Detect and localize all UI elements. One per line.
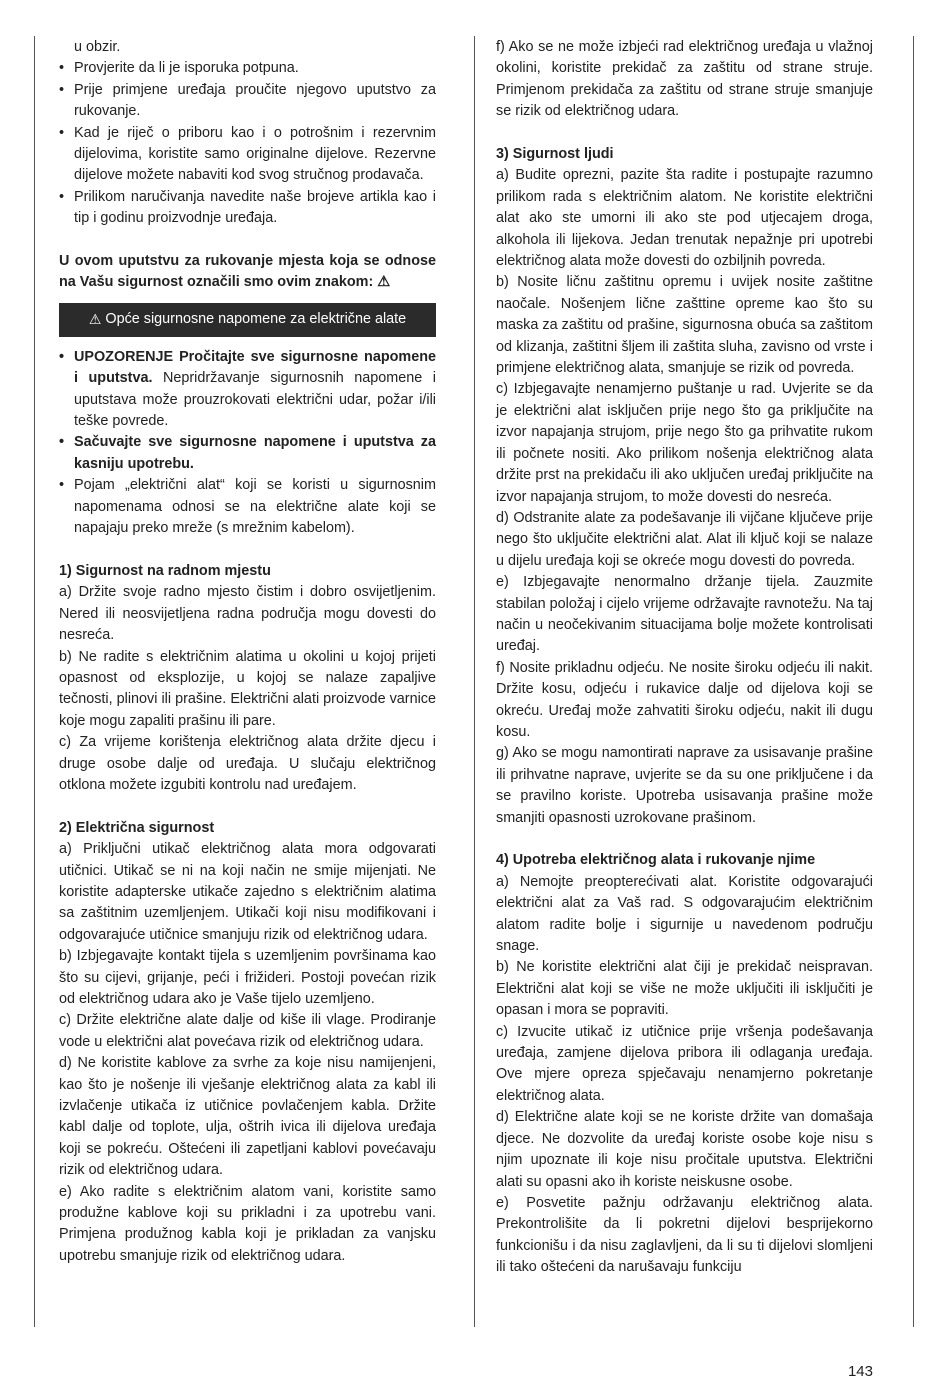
paragraph: a) Budite oprezni, pazite šta radite i postupajte razumno prilikom rada s električnim alatom. Ne koristite električni alat ako ste umorni ili ako ste pod utjecajem droga, alkohola ili lijekova. Jedan trenutak nepažnje pri upotrebi električnog alata može dovesti do ozbiljnih povreda.	[496, 167, 873, 270]
warning-bar-label: Opće sigurnosne napomene za električne alate	[105, 311, 407, 328]
section-heading: 4) Upotreba električnog alata i rukovanje njime	[496, 852, 816, 869]
page-number: 143	[847, 1363, 873, 1380]
paragraph: e) Izbjegavajte nenormalno držanje tijela. Zauzmite stabilan položaj i cijelo vrijeme održavajte ravnotežu. Na taj način u neočekivanim situacijama bolje možete kontrolisati uređaj.	[496, 574, 873, 655]
warning-item-bold: UPOZORENJE Pročitajte sve sigurnosne napomene i uputstva.	[74, 348, 436, 387]
center-column-rule	[474, 36, 475, 1327]
paragraph: c) Za vrijeme korištenja električnog alata držite djecu i druge osobe dalje od uređaja. U slučaju električnog otklona možete izgubiti kontrolu nad uređajem.	[59, 734, 436, 793]
warning-item	[59, 347, 436, 433]
paragraph: e) Posvetite pažnju održavanju električnog alata. Prekontrolišite da li pokretni dijelovi besprijekorno funkcionišu i da nisu zaglavljeni, da li su ti dijelovi slomljeni ili tako oštećeni da narušavaju funkciju	[496, 1194, 873, 1276]
paragraph: c) Držite električne alate dalje od kiše ili vlage. Prodiranje vode u električni alat povećava rizik od električnog udara.	[59, 1012, 436, 1050]
paragraph: d) Električne alate koji se ne koriste držite van domašaja djece. Ne dozvolite da uređaj koriste osobe koje nisu s njim upoznate ili koje nisu pročitale uputstva. Električni alati su opasni ako ih koriste neiskusne osobe.	[496, 1109, 873, 1190]
paragraph: c) Izvucite utikač iz utičnice prije vršenja podešavanja uređaja, zamjene dijelova pribora ili odlaganja uređaja. Ove mjere opreza spječavaju nenamjerno pokretanje električnog alata.	[496, 1023, 873, 1104]
list-item: • Prilikom naručivanja navedite naše brojeve artikla kao i tip i godinu proizvodnje uređaja.	[59, 187, 436, 230]
paragraph: b) Ne radite s električnim alatima u okolini u kojoj prijeti opasnost od eksplozije, u kojoj se nalaze zapaljive tečnosti, plinovi ili prašine. Električni alati proizvode varnice koje mogu zapaliti prašinu ili pare.	[59, 648, 436, 729]
warning-item: • Pojam „električni alat“ koji se koristi u sigurnosnim napomenama odnosi se na električne alate koji se napajaju preko mreže (s mrežnim kabelom).	[59, 475, 436, 539]
section-heading: 2) Električna sigurnost	[59, 819, 215, 836]
warning-bar	[59, 303, 436, 337]
intro-continuation: u obzir.	[74, 39, 121, 55]
left-column	[59, 37, 436, 1267]
right-column	[496, 37, 873, 1279]
paragraph: d) Ne koristite kablove za svrhe za koje nisu namijenjeni, kao što je nošenje ili vješanje električnog alata za kabl ili izvlačenje utikača iz utičnice povlačenjem kabla. Držite kabl dalje od toplote, ulja, oštrih ivica ili dijelova uređaja koji se pokreću. Oštećeni ili zapetljani kablovi povećavaju rizik od električnog udara.	[59, 1055, 436, 1179]
section-heading: 3) Sigurnost ljudi	[496, 146, 614, 163]
warning-item-bold: Sačuvajte sve sigurnosne napomene i uputstva za kasniju upotrebu.	[74, 434, 436, 472]
paragraph: a) Priključni utikač električnog alata mora odgovarati utičnici. Utikač se ni na koji način ne smije mijenjati. Ne koristite adapterske utikače zajedno s električnim alatima sa zaštitnim uzemljenjem. Utikači koji nisu modifikovani i odgovarajuće utičnice smanjuju rizik od električnog udara.	[59, 841, 436, 943]
section-heading: 1) Sigurnost na radnom mjestu	[59, 562, 271, 579]
list-item: • Prije primjene uređaja proučite njegovo uputstvo za rukovanje.	[59, 80, 436, 123]
paragraph: d) Odstranite alate za podešavanje ili vijčane ključeve prije nego što uključite električni alat. Alat ili ključ koji se nalaze u dijelu uređaja koji se okreće mogu dovesti do povreda.	[496, 509, 873, 569]
paragraph: b) Izbjegavajte kontakt tijela s uzemljenim površinama kao što su cijevi, grijanje, peći i frižideri. Postoji povećan rizik od električnog udara ako je Vaše tijelo uzemljeno.	[59, 948, 436, 1008]
paragraph: b) Nosite ličnu zaštitnu opremu i uvijek nosite zaštitne naočale. Nošenjem lične zašttine opreme kao što su maska za zaštitu od prašine, sigurnosna obuća sa zaštitom od klizanja, zaštitni šljem ili zaštita sluha, zavisno od vrste i primjene električnog alata, smanjuje se rizik od povreda.	[496, 274, 873, 377]
paragraph: f) Ako se ne može izbjeći rad električnog uređaja u vlažnoj okolini, koristite prekidač za zaštitu od strane struje. Primjenom prekidača za zaštitu od strane struje smanjuje se rizik od električnog udara.	[496, 39, 873, 120]
paragraph: f) Nosite prikladnu odjeću. Ne nosite široku odjeću ili nakit. Držite kosu, odjeću i rukavice dalje od dijelova koji se okreću. Uređaj može zahvatiti široku odjeću, nakit ili dugu kosu.	[496, 659, 873, 740]
warning-item	[59, 432, 436, 475]
list-item: • Provjerite da li je isporuka potpuna.	[59, 58, 436, 79]
paragraph: g) Ako se mogu namontirati naprave za usisavanje prašine ili prihvatne naprave, uvjerite se da su one priključene i da se pravilno koriste. Upotreba usisavanja prašine može smanjiti opasnosti uzrokovane prašinom.	[496, 745, 873, 826]
list-item: • Kad je riječ o priboru kao i o potrošnim i rezervnim dijelovima, koristite samo originalne dijelove. Rezervne dijelove možete nabaviti kod svog stručnog prodavača.	[59, 123, 436, 187]
paragraph: c) Izbjegavajte nenamjerno puštanje u rad. Uvjerite se da je električni alat isključen prije nego što ga priključite na izvor napajanja strujom, prije nego što ga prihvatite rukom ili počnete nositi. Ako prilikom nošenja električnog alata držite prst na prekidaču ili ako uključen uređaj priključite na izvor napajanja strujom, to može dovesti do nesreća.	[496, 381, 873, 505]
paragraph: a) Držite svoje radno mjesto čistim i dobro osvijetljenim. Nered ili neosvijetljena radna područja mogu dovesti do nesreća.	[59, 584, 436, 644]
left-margin-rule	[34, 36, 35, 1327]
warning-triangle-icon: ⚠	[377, 274, 391, 291]
warning-triangle-icon: ⚠	[88, 311, 102, 328]
paragraph: e) Ako radite s električnim alatom vani, koristite samo produžne kablove koji su prikladni i za upotrebu vani. Primjena produžnog kabla koji je prikladan za vanjsku upotrebu smanjuje rizik od električnog udara.	[59, 1183, 436, 1264]
safety-lead	[59, 251, 436, 294]
warning-item-text: Nepridržavanje sigurnosnih napomene i uputstava može prouzrokovati električni udar, požar i/ili teške povrede.	[74, 370, 436, 430]
paragraph: a) Nemojte preopterećivati alat. Koristite odgovarajući električni alat za Vaš rad. S odgovarajućim električnim alatom radite bolje i sigurnije u navedenom području snage.	[496, 873, 873, 955]
paragraph: b) Ne koristite električni alat čiji je prekidač neispravan. Električni alat koji se više ne može uključiti ili isključiti je opasan i mora se popraviti.	[496, 959, 873, 1019]
safety-lead-text: U ovom uputstvu za rukovanje mjesta koja se odnose na Vašu sigurnost označili smo ovim znakom:	[59, 253, 436, 291]
right-margin-rule	[913, 36, 914, 1327]
